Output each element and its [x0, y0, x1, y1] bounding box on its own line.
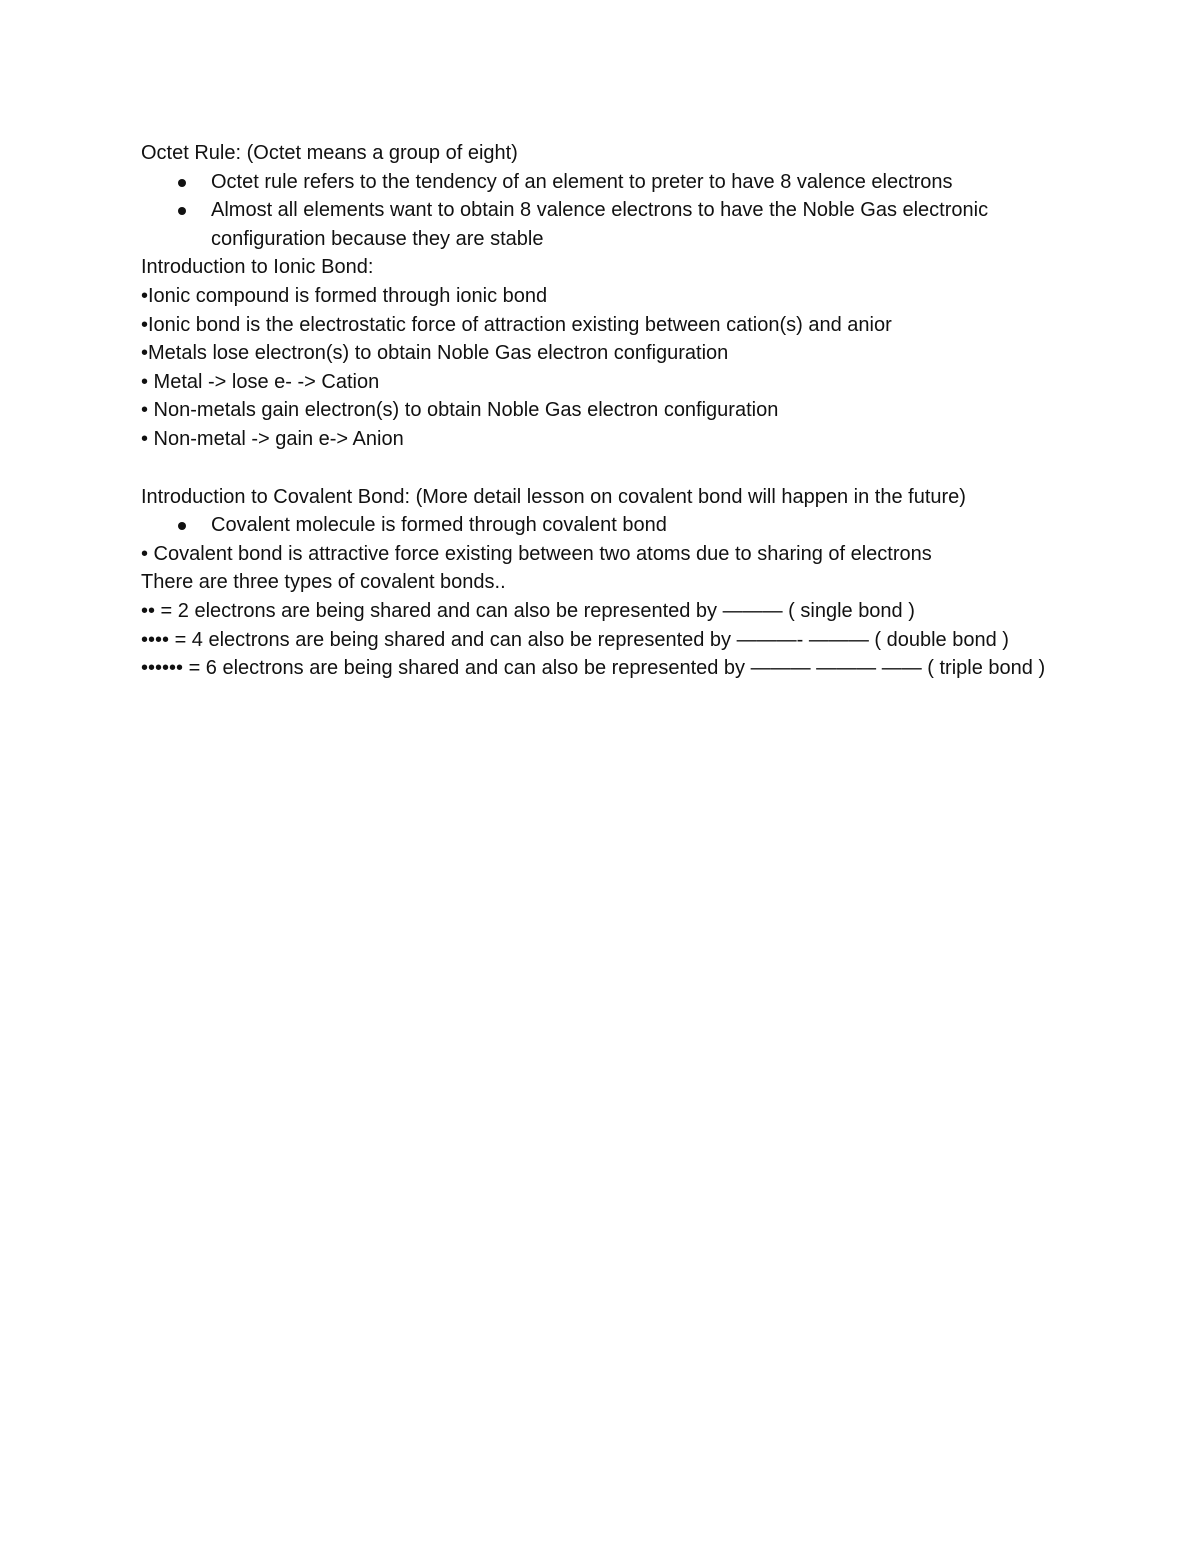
octet-bullet-1: Octet rule refers to the tendency of an element to preter to have 8 valence electrons	[211, 170, 953, 193]
list-item	[141, 196, 1061, 253]
covalent-line-1: • Covalent bond is attractive force existing between two atoms due to sharing of electrons	[141, 542, 932, 565]
covalent-line-5: •••••• = 6 electrons are being shared and can also be represented by ——— ——— —— ( triple bond )	[141, 657, 1046, 680]
covalent-line-4: •••• = 4 electrons are being shared and can also be represented by ———- ——— ( double bond )	[141, 628, 1009, 651]
bullet-icon	[178, 207, 186, 215]
list-item	[141, 511, 1061, 540]
bullet-icon	[178, 179, 186, 187]
ionic-line-3: •Metals lose electron(s) to obtain Noble Gas electron configuration	[141, 342, 729, 365]
bullet-icon	[178, 522, 186, 530]
ionic-line-2: •Ionic bond is the electrostatic force of attraction existing between cation(s) and anior	[141, 313, 892, 336]
covalent-bullet-1: Covalent molecule is formed through covalent bond	[211, 514, 667, 537]
covalent-line-3: •• = 2 electrons are being shared and can also be represented by ——— ( single bond )	[141, 599, 915, 622]
octet-heading: Octet Rule: (Octet means a group of eight)	[141, 142, 518, 164]
ionic-line-1: •Ionic compound is formed through ionic bond	[141, 284, 548, 307]
ionic-line-6: • Non-metal -> gain e-> Anion	[141, 427, 404, 450]
paragraph-spacer	[141, 454, 1061, 483]
covalent-line-2: There are three types of covalent bonds..	[141, 571, 506, 594]
list-item	[141, 168, 1061, 197]
document-page	[141, 139, 1061, 683]
ionic-heading: Introduction to Ionic Bond:	[141, 256, 374, 279]
octet-bullet-2: Almost all elements want to obtain 8 valence electrons to have the Noble Gas electronic configuration because they are stable	[211, 199, 989, 250]
ionic-line-4: • Metal -> lose e- -> Cation	[141, 370, 380, 393]
ionic-line-5: • Non-metals gain electron(s) to obtain Noble Gas electron configuration	[141, 399, 779, 422]
covalent-heading: Introduction to Covalent Bond: (More detail lesson on covalent bond will happen in the future)	[141, 485, 966, 508]
